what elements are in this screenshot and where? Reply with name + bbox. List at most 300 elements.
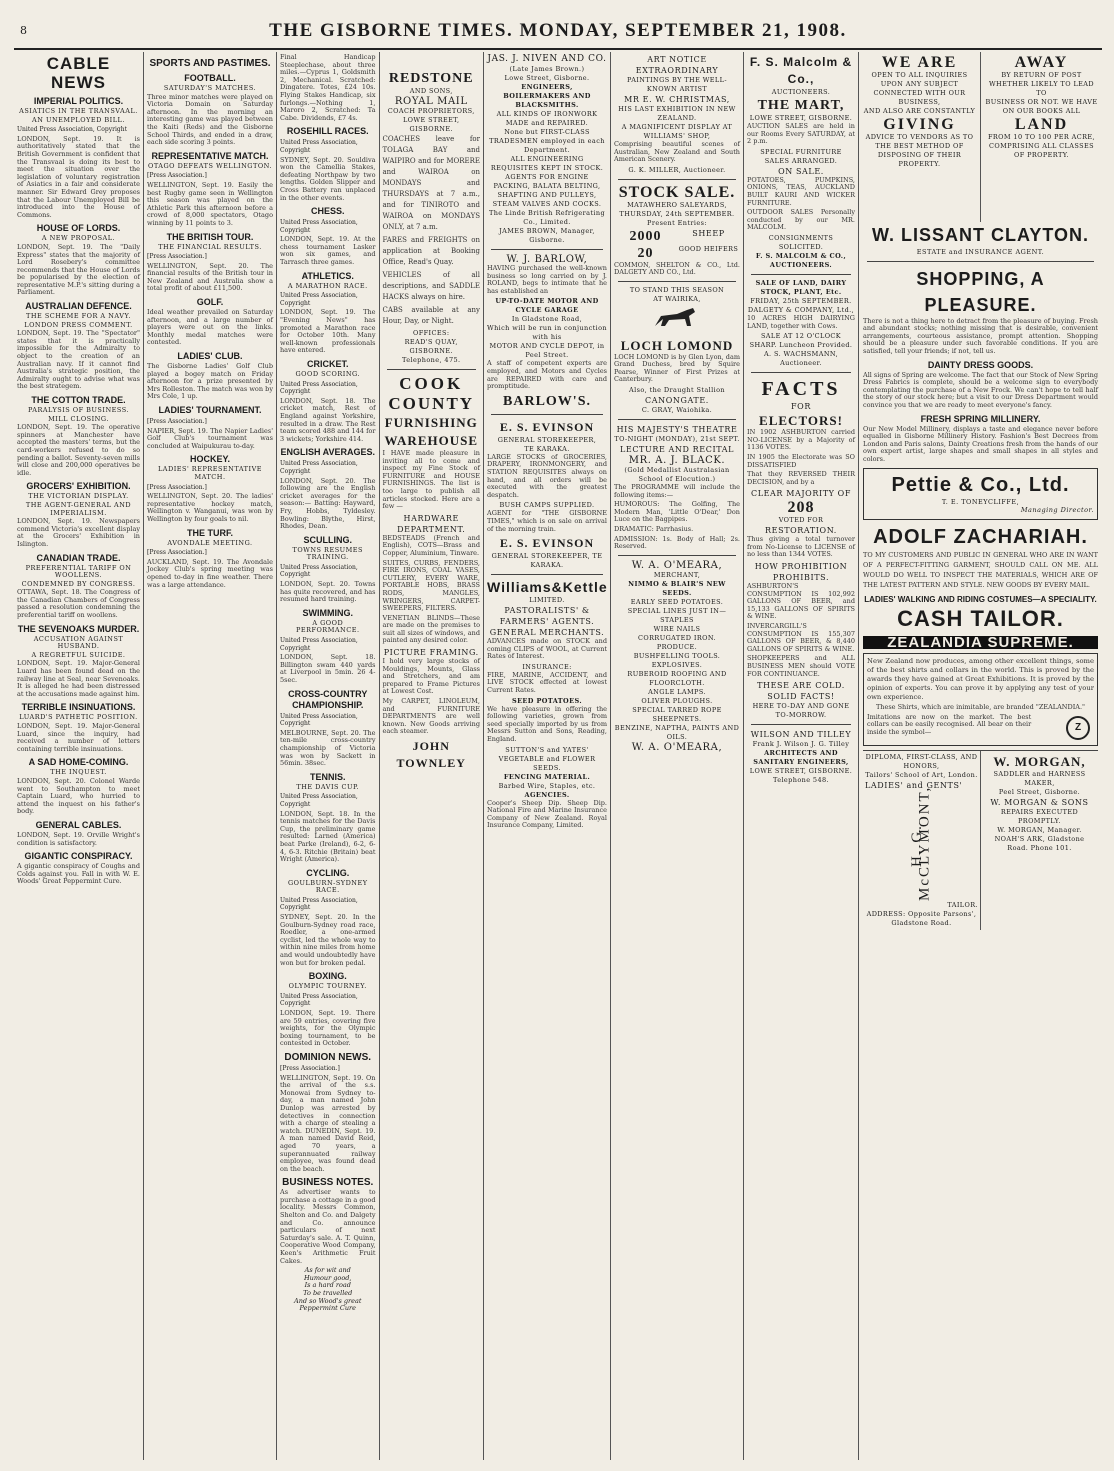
article-text: LONDON, Sept. 20. Towns has quite recovered, and has resumed hard training. bbox=[280, 580, 376, 604]
ad-text: OUTDOOR SALES Personally conducted by our MR. MALCOLM. bbox=[747, 208, 855, 232]
ad-line: CLEAR MAJORITY OF bbox=[750, 489, 851, 499]
article-text: WELLINGTON, Sept. 19. On the arrival of the s.s. Monowai from Sydney to-day, a man named John Dunlop was arrested by detectives in connection with a charge of stealing a watch. DUNEDIN, Sept. 19. A man named David Reid, aged 70 years, a superannuated railway employee, was found dead on the beach. bbox=[280, 1073, 376, 1173]
ad-text: My CARPET, LINOLEUM, and FURNITURE DEPARTMENTS are well known. New Goods arriving each steamer. bbox=[382, 697, 480, 736]
ad-line: Peel Street, Gisborne. bbox=[998, 787, 1081, 796]
ad-line: Barbed Wire, Staples, etc. bbox=[498, 781, 596, 790]
ad-line: EXTRAORDINARY bbox=[635, 66, 719, 75]
article-text: WELLINGTON, Sept. 20. The financial results of the British tour in New Zealand and Australia show a total profit of about £11,500. bbox=[147, 261, 273, 293]
column-ads-redstone-cook bbox=[380, 52, 484, 1460]
ad-line: ESTATE and INSURANCE AGENT. bbox=[916, 248, 1045, 256]
ad-text: Comprising beautiful scenes of Australian, New Zealand and South American Scenery. bbox=[614, 140, 740, 164]
ad-text: These Shirts, which are inimitable, are branded "ZEALANDIA." bbox=[875, 703, 1086, 712]
section-heading: CRICKET. bbox=[306, 359, 349, 369]
ad-line: MR. A. J. BLACK. bbox=[628, 454, 726, 466]
ad-line: Frank J. Wilson J. G. Tilley bbox=[752, 740, 850, 749]
ad-line: HERE TO-DAY AND GONE TO-MORROW. bbox=[752, 702, 850, 720]
divider bbox=[618, 419, 736, 420]
ad-line: ARCHITECTS AND SANITARY ENGINEERS, bbox=[753, 749, 849, 767]
advertiser-name: REDSTONE bbox=[388, 71, 474, 86]
article-text: Ideal weather prevailed on Saturday afternoon, and a large number of players were out on the links. Monthly medal matches were contested. bbox=[147, 308, 273, 347]
section-subheading: THE SCHEME FOR A NAVY. bbox=[26, 312, 131, 321]
ad-line: VOTED FOR bbox=[778, 516, 824, 525]
ad-line: BUSHFELLING TOOLS. bbox=[633, 651, 721, 660]
section-subheading: GOULBURN-SYDNEY RACE. bbox=[287, 878, 368, 895]
article-text: As advertiser wants to purchase a cottage in a good locality. Messrs Common, Shelton and Co. and Dalgety and Co. announce particulars of next Saturday's sale. A. T. Quinn, Cooperative Wood Company, Keen's Arithmetic Fruit Cakes. bbox=[280, 1188, 376, 1265]
section-heading: TENNIS. bbox=[309, 771, 346, 782]
section-heading: A SAD HOME-COMING. bbox=[28, 757, 129, 768]
dateline: United Press Association, Copyright bbox=[280, 292, 358, 307]
ad-line: MATAWHERO SALEYARDS, THURSDAY, 24th SEPTEMBER. bbox=[619, 200, 735, 218]
divider bbox=[387, 369, 477, 370]
section-subheading: OLYMPIC TOURNEY. bbox=[288, 982, 367, 991]
ad-line: ART NOTICE bbox=[647, 55, 707, 64]
art-notice-advert bbox=[614, 54, 740, 175]
ad-line: SUTTON'S and YATES' VEGETABLE and FLOWER SEEDS. bbox=[498, 745, 596, 772]
ad-line: COUNTY bbox=[388, 394, 475, 413]
ad-line: Present Entries: bbox=[647, 218, 707, 227]
advertiser-name: W. MORGAN, bbox=[993, 753, 1086, 769]
ad-line: HIS LAST EXHIBITION IN NEW ZEALAND. bbox=[618, 105, 736, 122]
ad-text: LOCH LOMOND is by Glen Lyon, dam Grand Duchess, bred by Squire Pearse, Winner of First Prizes at Canterbury. bbox=[614, 352, 741, 384]
section-subheading: MILL CLOSING. bbox=[48, 414, 109, 423]
ad-line: WE ARE bbox=[881, 54, 958, 71]
verse-line: To be travelled bbox=[303, 1289, 353, 1297]
section-heading: BOXING. bbox=[308, 971, 347, 982]
advertiser-name: H. G. McCLYMONT, bbox=[908, 785, 933, 901]
column-ads-art-stock bbox=[611, 52, 744, 1460]
ad-line: ALL KINDS OF IRONWORK MADE and REPAIRED. bbox=[496, 110, 598, 127]
ad-line: GENERAL MERCHANTS. bbox=[489, 628, 605, 638]
section-heading: GENERAL CABLES. bbox=[35, 819, 122, 830]
ad-line: (Late James Brown.) bbox=[509, 65, 585, 73]
ad-line: COACH PROPRIETORS, bbox=[387, 107, 475, 115]
article-text: LONDON, Sept. 19. Orville Wright's condition is satisfactory. bbox=[17, 830, 140, 847]
article-text: LONDON, Sept. 20. Colonel Warde went to Southampton to meet Captain Luard, who hurried to attend the inquest on his father's body. bbox=[17, 776, 140, 816]
ad-line: PICTURE FRAMING. bbox=[383, 648, 479, 658]
ad-line: PRODUCE. bbox=[656, 642, 698, 651]
ad-text: SHOPKEEPERS and ALL BUSINESS MEN should VOTE FOR CONTINUANCE. bbox=[747, 654, 855, 678]
advertiser-name: W. J. BARLOW, bbox=[506, 254, 588, 265]
stock-entry bbox=[614, 245, 740, 262]
zealandia-footer bbox=[867, 714, 1094, 742]
ad-text: I hold very large stocks of Mouldings, Mounts, Glass and Stretchers, and am prepared to Frame Pictures at Lowest Cost. bbox=[382, 657, 480, 696]
redstone-advert bbox=[383, 70, 481, 365]
section-subheading: A REGRETFUL SUICIDE. bbox=[31, 650, 126, 659]
advertiser-name: W. A. O'MEARA, bbox=[631, 741, 723, 753]
dateline: [Press Association.] bbox=[147, 483, 207, 491]
dateline: United Press Association, Copyright bbox=[280, 380, 358, 396]
ad-line: THESE ARE COLD. bbox=[757, 681, 845, 691]
section-heading: FRESH SPRING MILLINERY. bbox=[920, 413, 1041, 424]
section-subheading: A NEW PROPOSAL. bbox=[41, 234, 116, 243]
dateline: [Press Association.] bbox=[280, 1064, 340, 1072]
dateline: United Press Association, Copyright bbox=[280, 896, 358, 912]
article-text: SYDNEY, Sept. 20. In the Goulburn-Sydney road race, Roedler, a one-armed cyclist, led the whole way to within nine miles from home and would undoubtedly have won but for broken pedal. bbox=[280, 913, 376, 967]
ad-line: UPON ANY SUBJECT CONNECTED WITH OUR BUSINESS, bbox=[873, 80, 966, 106]
horse-name: CANONGATE. bbox=[645, 395, 709, 405]
ad-line: In Gladstone Road, bbox=[511, 315, 583, 324]
article-text: LONDON, Sept. 19. Newspapers commend Victoria's excellent display at the Grocers' Exhibition in Islington. bbox=[17, 517, 140, 548]
ad-text: All signs of Spring are welcome. The fact that our Stock of New Spring Dress Fabrics is complete, should be a welcome sign to everybody contemplating the purchase of a New Frock. We can't hope to tell half the story of our stock here; but a visit to our Dress Department would convince you that we are ready to meet everyone's fancy. bbox=[863, 370, 1098, 409]
ad-text: New Zealand now produces, among other excellent things, some of the best shirts and collars in the world. This is proved by the awards they have gained at Great Exhibitions. It is proved by the opinion of experts. You can prove it by applying any test of your own experience. bbox=[867, 657, 1094, 702]
ad-line: SPECIAL TARRED ROPE SHEEPNETS. bbox=[632, 705, 722, 723]
divider bbox=[491, 574, 603, 575]
shopping-heading: SHOPPING, A PLEASURE. bbox=[916, 268, 1045, 315]
section-heading: LADIES' CLUB. bbox=[177, 351, 243, 362]
ad-line: HIS MAJESTY'S THEATRE bbox=[616, 424, 738, 434]
divider bbox=[751, 274, 851, 275]
ad-line: C. GRAY, Waiohika. bbox=[641, 405, 713, 414]
ad-line: GENERAL STOREKEEPER, bbox=[497, 435, 597, 444]
divider bbox=[618, 281, 736, 282]
ad-text: ASHBURTON'S CONSUMPTION IS 102,992 GALLONS OF BEER, and 15,133 GALLONS OF SPIRITS & WINE. bbox=[747, 582, 855, 621]
sports-heading: SPORTS AND PASTIMES. bbox=[149, 58, 271, 69]
column-ads-right bbox=[859, 52, 1102, 1460]
stock-type: GOOD HEIFERS bbox=[678, 244, 739, 253]
advertiser-name: W. A. O'MEARA, bbox=[631, 559, 723, 571]
zachariah-advertiser-name: ADOLF ZACHARIAH. bbox=[873, 525, 1088, 548]
ad-line: AUCTIONEERS. bbox=[771, 88, 831, 96]
section-heading: REPRESENTATIVE MATCH. bbox=[151, 150, 269, 161]
article-text: WELLINGTON, Sept. 20. The ladies' representative hockey match, Wellington v. Wanganui, was won by Wellington by four goals to nil. bbox=[147, 492, 273, 523]
section-heading: TERRIBLE INSINUATIONS. bbox=[21, 702, 136, 713]
section-heading: ATHLETICS. bbox=[301, 270, 354, 281]
article-text: LONDON, Sept. 19. At the chess tournament Lasker won six games, and Tarrasch three games. bbox=[280, 235, 376, 267]
dateline: United Press Association, Copyright bbox=[280, 219, 358, 234]
barlow-advert bbox=[487, 254, 607, 410]
ad-line: CORRUGATED IRON. bbox=[638, 633, 716, 642]
ad-line: (Gold Medallist Australasian School of Elocution.) bbox=[624, 465, 730, 483]
theatre-advert bbox=[614, 424, 740, 551]
ad-line: REPAIRS EXECUTED PROMPTLY. bbox=[1000, 807, 1079, 825]
dateline: [Press Association.] bbox=[147, 549, 207, 557]
article-text: Three minor matches were played on Victoria Domain on Saturday afternoon. In the morning an interesting game was played between the Kaiti (Reds) and the Gisborne School Thirds, and ended in a draw, each side scoring 3 points. bbox=[147, 92, 273, 147]
column-ads-malcolm-facts bbox=[744, 52, 859, 1460]
section-heading: CHESS. bbox=[310, 206, 345, 217]
ad-line: CONSIGNMENTS SOLICITED. bbox=[768, 233, 834, 251]
article-text: LONDON, Sept. 19. There are 59 entries, covering five weights, for the Olympic boxing tournament, to be contested in October. bbox=[280, 1009, 376, 1048]
ad-line: Lowe Street, Gisborne. bbox=[504, 74, 590, 82]
ad-line: LADIES' WALKING AND RIDING COSTUMES—A SPECIALITY. bbox=[864, 594, 1097, 604]
right-column-ads bbox=[859, 222, 1102, 930]
ad-line: OPEN TO ALL INQUIRIES bbox=[871, 71, 968, 79]
divider bbox=[751, 372, 851, 373]
zealandia-emblem-icon bbox=[1035, 716, 1090, 740]
ad-line: READ'S QUAY, GISBORNE. bbox=[404, 338, 458, 355]
ad-line: NOAH'S ARK, Gladstone Road. Phone 101. bbox=[994, 834, 1085, 852]
section-subheading: PARALYSIS OF BUSINESS. bbox=[27, 406, 130, 414]
ad-text: VENETIAN BLINDS—These are made on the premises to suit all sizes of windows, and painted any desired color. bbox=[382, 613, 480, 645]
section-heading: LADIES' TOURNAMENT. bbox=[158, 405, 262, 415]
section-subheading: THE INQUEST. bbox=[50, 768, 107, 777]
ad-line: BUSINESS OR NOT. WE HAVE bbox=[985, 98, 1098, 106]
ad-line: The Linde British Refrigerating Co., Limited. bbox=[488, 209, 606, 226]
ad-line: SEED POTATOES. bbox=[511, 696, 582, 705]
section-subheading: THE FINANCIAL RESULTS. bbox=[158, 242, 262, 251]
ad-line: W. MORGAN, Manager. bbox=[997, 825, 1082, 834]
dairy-sale-advert bbox=[747, 279, 855, 368]
advertiser-name: JAS. J. NIVEN AND CO. bbox=[487, 54, 607, 64]
dateline: [Press Association.] bbox=[147, 253, 207, 261]
section-heading: AUSTRALIAN DEFENCE. bbox=[25, 301, 132, 312]
ad-line: STOCK SALE. bbox=[618, 183, 736, 201]
ad-line: COOK bbox=[399, 374, 464, 393]
dateline: United Press Association, Copyright bbox=[280, 793, 358, 808]
cook-county-advert bbox=[383, 374, 481, 772]
stock-count: 2000 bbox=[629, 228, 662, 244]
ad-line: LOWE STREET, GISBORNE. bbox=[749, 114, 853, 122]
ad-line: A MAGNIFICENT DISPLAY AT WILLIAMS' SHOP, bbox=[621, 123, 733, 140]
verse-line: As for wit and bbox=[304, 1266, 351, 1275]
section-heading: THE BRITISH TOUR. bbox=[166, 231, 254, 242]
ad-line: AT WAIRIKA, bbox=[653, 294, 701, 303]
section-heading: GROCERS' EXHIBITION. bbox=[26, 481, 131, 492]
ad-line: FOR bbox=[791, 402, 811, 412]
ad-line: BUSH CAMPS SUPPLIED. bbox=[499, 501, 595, 510]
ad-line: FRIDAY, 25th SEPTEMBER. bbox=[750, 296, 852, 305]
ad-text: FIRE, MARINE, ACCIDENT, and LIVE STOCK effected at lowest Current Rates. bbox=[487, 670, 607, 695]
ad-line: ON SALE. bbox=[778, 166, 824, 176]
ad-text: SUITES, CURBS, FENDERS, FIRE IRONS, COAL VASES, CUTLERY, EVERY WARE, PORTABLE HOBS, BRASS RODS, MANGLES, WRINGERS, CARPET-SWEEPERS, FILTERS. bbox=[382, 558, 480, 613]
ad-text: ADVANCES made on STOCK and coming CLIPS of WOOL, at Current Rates of Interest. bbox=[487, 637, 607, 661]
article-text: LONDON, Sept. 19. The "Evening News" has promoted a Marathon race for October 10th. Many well-known professionals have entered. bbox=[280, 308, 376, 355]
article-text: Final Handicap Steeplechase, about three miles.—Cyprus 1, Goldsmith 2, Mechanical. Scratched: Dingatere. Totes, £24 10s. Flying Stakes Handicap, six furlongs.—Nothing 1, Maroro 2, Scratched: Ta Cabe. Dividends, £7 4s. bbox=[280, 53, 376, 122]
ad-line: AND ALSO ARE CONSTANTLY bbox=[863, 107, 976, 115]
ad-text: The PROGRAMME will include the following items:— bbox=[614, 482, 740, 499]
ad-signature: BARLOW'S. bbox=[503, 393, 591, 409]
ad-line: FURNISHING bbox=[384, 415, 478, 430]
section-subheading: AN UNEMPLOYED BILL. bbox=[32, 115, 125, 124]
dateline: [Press Association.] bbox=[147, 172, 207, 180]
ad-line: HARDWARE DEPARTMENT. bbox=[397, 513, 466, 534]
ad-text: Imitations are now on the market. The best collars can be easily recognised. All bear on their inside the symbol— bbox=[867, 712, 1032, 737]
divider bbox=[491, 414, 603, 415]
ad-line: W. MORGAN & SONS bbox=[990, 797, 1089, 807]
ad-line: TO STAND THIS SEASON bbox=[629, 285, 725, 294]
divider bbox=[618, 555, 736, 556]
ad-text: COMMON, SHELTON & CO., Ltd. DALGETY AND CO., Ltd. bbox=[614, 260, 740, 277]
article-text: WELLINGTON, Sept. 19. Easily the best Rugby game seen in Wellington this season was played on the Athletic Park this afternoon before a crowd of 8,000 spectators, Otago winning by 11 points to 3. bbox=[147, 180, 273, 227]
horse-name: LOCH LOMOND bbox=[620, 337, 734, 353]
ad-text: IN 1905 the Electorate was SO DISSATISFIED bbox=[747, 452, 855, 469]
section-subheading: THE DAVIS CUP. bbox=[296, 782, 360, 791]
article-text: LONDON, Sept. 18. The cricket match, Rest of England against Yorkshire, resulted in a draw. The Rest team scored 488 and 144 for 3 wickets; Yorkshire 414. bbox=[280, 396, 376, 443]
zealandia-banner: ZEALANDIA SUPREME. bbox=[863, 636, 1098, 650]
ad-line: PAINTINGS BY THE WELL-KNOWN ARTIST bbox=[627, 76, 727, 93]
section-subheading: LUARD'S PATHETIC POSITION. bbox=[19, 713, 138, 722]
ad-line: T. E. TONEYCLIFFE, bbox=[941, 497, 1020, 506]
section-subheading: GOOD SCORING. bbox=[295, 370, 361, 378]
we-are-advert bbox=[859, 52, 981, 222]
we-are-away-advert bbox=[859, 52, 1102, 222]
dateline: United Press Association, Copyright bbox=[280, 992, 358, 1008]
facts-for-electors-advert bbox=[747, 377, 855, 720]
ad-line: NIMMO & BLAIR'S NEW SEEDS. bbox=[628, 579, 726, 597]
ad-text: CABS available at any Hour, Day, or Night. bbox=[382, 306, 480, 325]
article-text: LONDON, Sept. 20. The following are the English cricket averages for the season:— Batting: Hayward, Fry, Hobbs, Tyldesley. Bowling: Blythe, Hirst, Rhodes, Dean. bbox=[280, 476, 376, 531]
section-heading: SCULLING. bbox=[303, 534, 352, 545]
ad-line: GISBORNE. bbox=[409, 125, 453, 133]
ad-text: FARES and FREIGHTS on application at Booking Office, Read's Quay. bbox=[382, 236, 480, 266]
ad-line: TE KARAKA. bbox=[524, 444, 570, 453]
ad-text: We have pleasure in offering the following varieties, grown from seed specially imported by us from Messrs Sutton and Sons, Reading, England. bbox=[487, 704, 607, 744]
verse-line: Is a hard road bbox=[304, 1281, 351, 1290]
ad-line: PASTORALISTS' & FARMERS' AGENTS. bbox=[499, 606, 595, 627]
article-text: LONDON, Sept. 19. The operative spinners at Manchester have accepted the masters' terms, but the card-workers refused to do so pending a ballot. Seventy-seven mills will close and 200,000 operatives be idle. bbox=[17, 423, 140, 477]
away-advert bbox=[981, 52, 1102, 222]
ad-line: Also, the Draught Stallion bbox=[629, 385, 725, 394]
ad-line: MOTOR AND CYCLE DEPOT, in Peel Street. bbox=[489, 342, 605, 360]
article-text: MELBOURNE, Sept. 20. The ten-mile cross-country championship of Victoria was won by Sackett in 56min. 38sec. bbox=[280, 728, 376, 768]
section-heading: DAINTY DRESS GOODS. bbox=[927, 359, 1034, 370]
ad-line: INSURANCE: bbox=[522, 662, 572, 671]
ad-line: LOWE STREET, bbox=[402, 116, 460, 124]
section-subheading: ACCUSATION AGAINST HUSBAND. bbox=[33, 634, 124, 651]
ad-text: IN 1902 ASHBURTON carried NO-LICENSE by a Majority of 1136 VOTES. bbox=[747, 428, 855, 452]
divider bbox=[491, 249, 603, 250]
ad-line: MERCHANT, bbox=[653, 570, 701, 579]
article-text: AUCKLAND, Sept. 19. The Avondale Jockey Club's spring meeting was opened to-day in fine weather. There was a large attendance. bbox=[147, 557, 273, 589]
ad-text: TO MY CUSTOMERS AND PUBLIC IN GENERAL WHO ARE IN WANT OF A PERFECT-FITTING GARMENT, SHOULD CALL ON ME. ALL WOULD DO WELL TO INSPECT THE MATERIALS, WHICH ARE OF THE LATEST PATTERN AND STYLE. NEW GOODS BY EVERY MAIL. bbox=[863, 550, 1098, 589]
wilson-tilley-advert bbox=[747, 729, 855, 785]
masthead bbox=[14, 14, 1102, 50]
ad-line: LAND bbox=[1014, 116, 1069, 133]
advertiser-name: Williams&Kettle bbox=[487, 579, 608, 596]
evinson-advert bbox=[487, 419, 607, 570]
newspaper-title: THE GISBORNE TIMES. MONDAY, SEPTEMBER 21, 1908. bbox=[269, 20, 847, 41]
dateline: United Press Association, Copyright bbox=[280, 563, 358, 579]
ad-line: Telephone, 475. bbox=[401, 356, 461, 364]
malcolm-advert bbox=[747, 54, 855, 270]
ad-line: LOWE STREET, GISBORNE. bbox=[749, 767, 853, 776]
section-subheading: PREFERENTIAL TARIFF ON WOOLLENS. bbox=[25, 563, 132, 580]
ad-text: INVERCARGILL'S CONSUMPTION IS 155,307 GALLONS OF BEER, & 8,440 GALLONS OF SPIRITS & WINE. bbox=[747, 622, 855, 653]
section-subheading: A GOOD PERFORMANCE. bbox=[295, 618, 360, 635]
ad-line: STAPLES bbox=[660, 615, 694, 624]
section-subheading: A MARATHON RACE. bbox=[287, 281, 368, 290]
ad-line: EARLY SEED POTATOES. bbox=[630, 597, 724, 606]
ad-line: RESTORATION. bbox=[765, 526, 837, 536]
section-heading: IMPERIAL POLITICS. bbox=[33, 96, 124, 106]
ad-line: SPECIAL LINES JUST IN— bbox=[627, 606, 727, 615]
section-subheading: THE VICTORIAN DISPLAY. bbox=[28, 492, 129, 501]
ad-text: DRAMATIC: Parrhasius. bbox=[614, 524, 694, 533]
ad-line: AWAY bbox=[1014, 54, 1069, 71]
column-news-continued bbox=[277, 52, 380, 1460]
ad-line: TO-NIGHT (MONDAY), 21st SEPT. bbox=[614, 434, 740, 443]
ad-text: That they REVERSED THEIR DECISION, and by a bbox=[747, 470, 855, 486]
divider bbox=[751, 724, 851, 725]
page-number: 8 bbox=[20, 24, 27, 37]
column-cable-news bbox=[14, 52, 144, 1460]
cable-news-heading: CABLE NEWS bbox=[46, 54, 111, 92]
section-subheading: OTAGO DEFEATS WELLINGTON. bbox=[147, 161, 272, 170]
ad-line: Telephone 548. bbox=[772, 776, 830, 785]
section-heading: CANADIAN TRADE. bbox=[36, 552, 121, 563]
ad-line: SPECIAL FURNITURE SALES ARRANGED. bbox=[760, 147, 842, 165]
dateline: United Press Association, Copyright bbox=[280, 460, 358, 475]
ad-text: AGENT for "THE GISBORNE TIMES," which is on sale on arrival of the morning train. bbox=[487, 509, 607, 533]
ad-line: WAREHOUSE bbox=[384, 433, 479, 448]
ad-line: ADDRESS: Opposite Parsons', Gladstone Road. bbox=[866, 909, 977, 927]
stock-type: SHEEP bbox=[692, 228, 725, 238]
ad-text: HUMOROUS: The Golfing, The Modern Man, 'Little O'Dear,' Don Luce on the Bagpipes. bbox=[614, 500, 740, 524]
newspaper-page bbox=[14, 14, 1102, 1460]
ad-line: 208 bbox=[787, 499, 815, 517]
ad-line: OLIVER PLOUGHS. bbox=[641, 696, 713, 705]
ad-line: SALE OF LAND, DAIRY STOCK, PLANT, Etc. bbox=[755, 278, 847, 296]
ad-text: VEHICLES of all descriptions, and SADDLE HACKS always on hire. bbox=[382, 271, 480, 301]
divider bbox=[867, 261, 1094, 262]
ad-text: A staff of competent experts are employed, and Motors and Cycles are REPAIRED with care and promptitude. bbox=[487, 359, 607, 391]
ad-text: 10 ACRES HIGH DAIRYING LAND, together with Cows. bbox=[747, 313, 855, 330]
dateline: United Press Association, Copyright bbox=[280, 637, 358, 652]
advertiser-name: F. S. Malcolm & Co., bbox=[749, 55, 853, 86]
section-subheading: LONDON PRESS COMMENT. bbox=[24, 320, 133, 329]
section-heading: HOCKEY. bbox=[189, 454, 230, 465]
section-subheading: CONDEMNED BY CONGRESS. bbox=[21, 579, 136, 588]
section-heading: BUSINESS NOTES. bbox=[282, 1177, 374, 1189]
dateline: United Press Association, Copyright bbox=[280, 139, 358, 154]
ad-text: BEDSTEADS (French and English), COTS—Brass and Copper, Aluminium, Tinware. bbox=[382, 533, 480, 557]
article-text: LONDON, Sept. 19. The "Daily Express" states that the majority of Lord Rosebery's committee recommends that the House of Lords be popularised by the election of representative M.P.'s sitting during a Parliament. bbox=[17, 242, 140, 297]
ad-signature: JOHN TOWNLEY bbox=[396, 739, 466, 770]
ad-text: HAVING purchased the well-known business so long carried on by J. ROLAND, begs to intimate that he has established an bbox=[487, 264, 607, 295]
article-text: NAPIER, Sept. 19. The Napier Ladies' Golf Club's tournament was concluded at Waipukurau to-day. bbox=[147, 426, 273, 450]
section-heading: THE COTTON TRADE. bbox=[31, 395, 126, 405]
williams-kettle-advert bbox=[487, 579, 607, 830]
article-text: OTTAWA, Sept. 18. The Congress of the Canadian Chambers of Congress passed a resolution condemning the preferential tariff on woollens. bbox=[17, 588, 140, 620]
omeara-advert bbox=[614, 560, 740, 753]
ad-line: Which will be run in conjunction with his bbox=[487, 324, 608, 342]
pettie-advert bbox=[863, 468, 1098, 520]
ad-text: There is not a thing here to detract from the pleasure of buying. Fresh and abundant stocks; nothing missing that is desirable, convenient arrangements, courteous assistance, prompt attention. Shopping should be a pleasure under such favorable conditions. If you are satisfied, tell your friends; if not, tell us. bbox=[863, 316, 1098, 355]
ad-text: LARGE STOCKS of GROCERIES, DRAPERY, IRONMONGERY, and STATION REQUISITES always on hand, and all orders will be executed with the greatest despatch. bbox=[487, 452, 607, 499]
clayton-advertiser-name: W. LISSANT CLAYTON. bbox=[871, 225, 1090, 245]
ad-text: POTATOES, PUMPKINS, ONIONS, TEAS, AUCKLAND BUILT KAURI AND WICKER FURNITURE. bbox=[747, 175, 855, 207]
section-heading: GIGANTIC CONSPIRACY. bbox=[24, 851, 133, 862]
dateline: [Press Association.] bbox=[147, 418, 207, 425]
ad-text: Thus giving a total turnover from No-License to LICENSE of no less than 1344 VOTES. bbox=[747, 535, 855, 559]
section-heading: THE TURF. bbox=[187, 527, 233, 538]
ad-line: OFFICES: bbox=[413, 329, 450, 337]
ad-line: MR E. W. CHRISTMAS, bbox=[624, 95, 730, 104]
section-subheading: AVONDALE MEETING. bbox=[167, 538, 253, 547]
ad-line: G. K. MILLER, Auctioneer. bbox=[628, 165, 726, 174]
ad-line: DIPLOMA, FIRST-CLASS, AND HONORS, bbox=[865, 752, 978, 770]
niven-advert bbox=[487, 54, 607, 245]
loch-lomond-advert bbox=[614, 286, 740, 415]
section-subheading: THE AGENT-GENERAL AND IMPERIALISM. bbox=[25, 500, 132, 517]
section-subheading: ASIATICS IN THE TRANSVAAL. bbox=[19, 107, 138, 115]
morgan-advert bbox=[981, 751, 1098, 930]
ad-line: SADDLER and HARNESS MAKER, bbox=[993, 769, 1086, 787]
zealandia-advert bbox=[863, 653, 1098, 746]
mcclymont-advert bbox=[863, 751, 981, 930]
ad-line: DALGETY & COMPANY, Ltd., bbox=[747, 305, 855, 314]
advertiser-name: E. S. EVINSON bbox=[499, 536, 595, 551]
section-heading: THE SEVENOAKS MURDER. bbox=[17, 623, 140, 634]
ad-line: GIVING bbox=[883, 116, 956, 133]
dateline: United Press Association, Copyright bbox=[17, 126, 127, 134]
ad-line: AND SONS, bbox=[409, 87, 453, 95]
ad-line: FROM 10 TO 100 PER ACRE, COMPRISING ALL CLASSES OF PROPERTY. bbox=[987, 133, 1096, 159]
ad-text: I HAVE made pleasure in inviting all to come and inspect my Fine Stock of FURNITURE and HOUSE FURNISHINGS. The list is too large to publish all articles stocked. Here are a few — bbox=[382, 449, 480, 511]
ad-text: Cooper's Sheep Dip. Sheep Dip. National Fire and Marine Insurance Company of New Zealand. Royal Insurance Company, Limited. bbox=[487, 798, 607, 830]
ad-line: GENERAL STOREKEEPER, TE KARAKA. bbox=[491, 552, 603, 570]
ad-line: None but FIRST-CLASS TRADESMEN employed in each Department. bbox=[489, 128, 605, 154]
cash-tailor-heading: CASH TAILOR. bbox=[897, 605, 1064, 631]
